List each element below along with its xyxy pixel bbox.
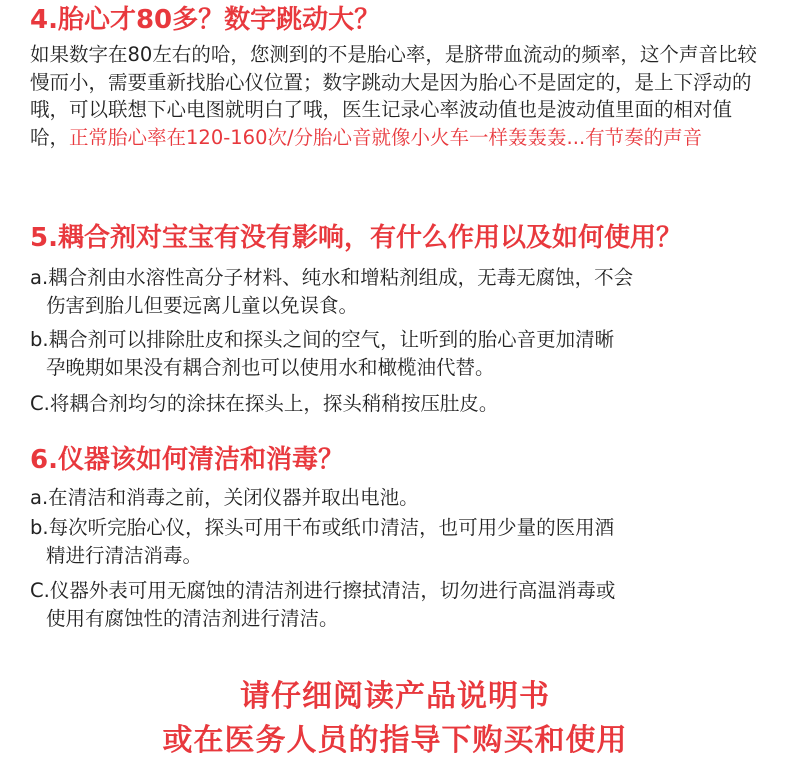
section-5-item-b-line2: 孕晚期如果没有耦合剂也可以使用水和橄榄油代替。 xyxy=(46,356,495,379)
section-6-item-b-line2: 精进行清洁消毒。 xyxy=(46,544,203,567)
section-5-item-c xyxy=(30,390,770,418)
section-5-item-b xyxy=(30,326,770,382)
section-4-body xyxy=(30,41,770,151)
section-5-item-a-line2: 伤害到胎儿但要远离儿童以免误食。 xyxy=(46,294,359,317)
section-4-title: 4.胎心才80多？数字跳动大？ xyxy=(30,5,381,35)
section-5-item-b-line1: b.耦合剂可以排除肚皮和探头之间的空气，让听到的胎心音更加清晰 xyxy=(30,328,615,351)
section-6-item-a xyxy=(30,484,770,512)
section-6-item-b-line1: b.每次听完胎心仪，探头可用干布或纸巾清洁，也可用少量的医用酒 xyxy=(30,516,615,539)
section-4-body-highlight: 正常胎心率在120-160次/分胎心音就像小火车一样轰轰轰...有节奏的声音 xyxy=(69,125,703,149)
section-5-item-a xyxy=(30,264,770,320)
section-5-item-c-line1: C.将耦合剂均匀的涂抹在探头上，探头稍稍按压肚皮。 xyxy=(30,392,499,415)
section-6-item-a-line1: a.在清洁和消毒之前，关闭仪器并取出电池。 xyxy=(30,486,419,509)
section-5-title: 5.耦合剂对宝宝有没有影响，有什么作用以及如何使用？ xyxy=(30,223,682,253)
footer-notice-line2: 或在医务人员的指导下购买和使用 xyxy=(162,723,628,758)
section-5-item-a-line1: a.耦合剂由水溶性高分子材料、纯水和增粘剂组成，无毒无腐蚀，不会 xyxy=(30,266,634,289)
section-6-item-c xyxy=(30,577,770,633)
section-6-title: 6.仪器该如何清洁和消毒？ xyxy=(30,445,344,475)
footer-notice-line1: 请仔细阅读产品说明书 xyxy=(240,679,550,714)
section-6-item-c-line1: C.仪器外表可用无腐蚀的清洁剂进行擦拭清洁，切勿进行高温消毒或 xyxy=(30,579,616,602)
section-4-body-text: 如果数字在80左右的哈，您测到的不是胎心率，是脐带血流动的频率，这个声音比较慢而小，需要重新找胎心仪位置；数字跳动大是因为胎心不是固定的，是上下浮动的哦，可以联想下心电图就明白了哦，医生记录心率波动值也是波动值里面的相对值哈， xyxy=(30,43,757,149)
section-6-item-b xyxy=(30,514,770,570)
section-6-item-c-line2: 使用有腐蚀性的清洁剂进行清洁。 xyxy=(46,607,339,630)
